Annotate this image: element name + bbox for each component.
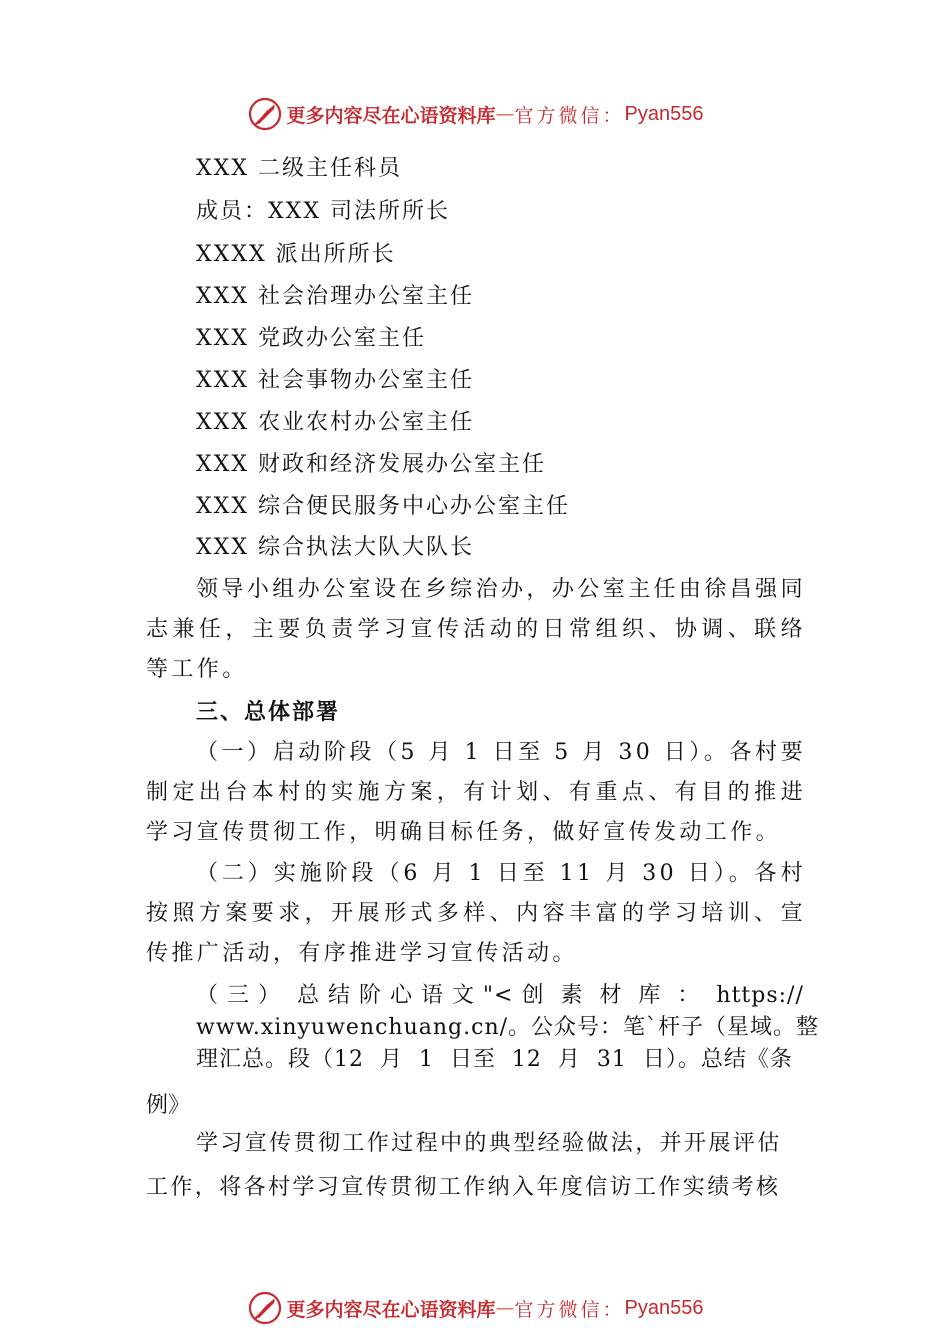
closing-line: 工作，将各村学习宣传贯彻工作纳入年度信访工作实绩考核 — [146, 1175, 781, 1200]
member-line: XXXX 派出所所长 — [196, 242, 396, 267]
phase-3-line: 理汇总。段（12 月 1 日至 12 月 31 日）。总结《条 — [196, 1047, 793, 1072]
phase-3-tail: 例》 — [146, 1093, 191, 1118]
banner-wechat-label: 官方微信： — [514, 104, 625, 127]
member-line: XXX 综合执法大队大队长 — [196, 535, 474, 560]
member-line: XXX 财政和经济发展办公室主任 — [196, 452, 546, 477]
banner-wechat-label: 官方微信： — [514, 1298, 625, 1321]
member-line: XXX 二级主任科员 — [196, 156, 402, 181]
banner-wechat-id: Pyan556 — [624, 102, 704, 125]
member-line: XXX 党政办公室主任 — [196, 326, 426, 351]
banner-slogan: 更多内容尽在心语资料库 — [286, 104, 496, 127]
member-line: XXX 社会治理办公室主任 — [196, 284, 474, 309]
member-line: XXX 农业农村办公室主任 — [196, 410, 474, 435]
member-line: XXX 综合便民服务中心办公室主任 — [196, 494, 570, 519]
phase-2-paragraph: （二）实施阶段（6 月 1 日至 11 月 30 日）。各村按照方案要求，开展形式多样、内容丰富的学习培训、宣传推广活动，有序推进学习宣传活动。 — [146, 861, 806, 966]
office-paragraph: 领导小组办公室设在乡综治办，办公室主任由徐昌强同志兼任，主要负责学习宣传活动的日常组织、协调、联络等工作。 — [146, 577, 806, 682]
banner-slogan: 更多内容尽在心语资料库 — [286, 1298, 496, 1321]
quill-pen-logo — [247, 96, 283, 132]
phase-3-line: www.xinyuwenchuang.cn/。公众号：笔`杆子（星域。整 — [196, 1015, 820, 1040]
banner-wechat-id: Pyan556 — [624, 1296, 704, 1319]
section-heading: 三、总体部署 — [196, 700, 341, 725]
banner-separator: — — [495, 1297, 515, 1319]
member-line: 成员：XXX 司法所所长 — [196, 199, 450, 224]
phase-3-line: （ 三 ） 总 结 阶 心 语 文 "< 创 素 材 库 ： https:// — [196, 983, 804, 1008]
phase-1-paragraph: （一）启动阶段（5 月 1 日至 5 月 30 日）。各村要制定出台本村的实施方案，有计划、有重点、有目的推进学习宣传贯彻工作，明确目标任务，做好宣传发动工作。 — [146, 740, 806, 845]
quill-pen-logo — [247, 1290, 283, 1326]
header-banner — [0, 94, 950, 134]
banner-separator: — — [495, 103, 515, 125]
footer-banner — [0, 1288, 950, 1328]
closing-line: 学习宣传贯彻工作过程中的典型经验做法，并开展评估 — [196, 1131, 782, 1156]
member-line: XXX 社会事物办公室主任 — [196, 368, 474, 393]
